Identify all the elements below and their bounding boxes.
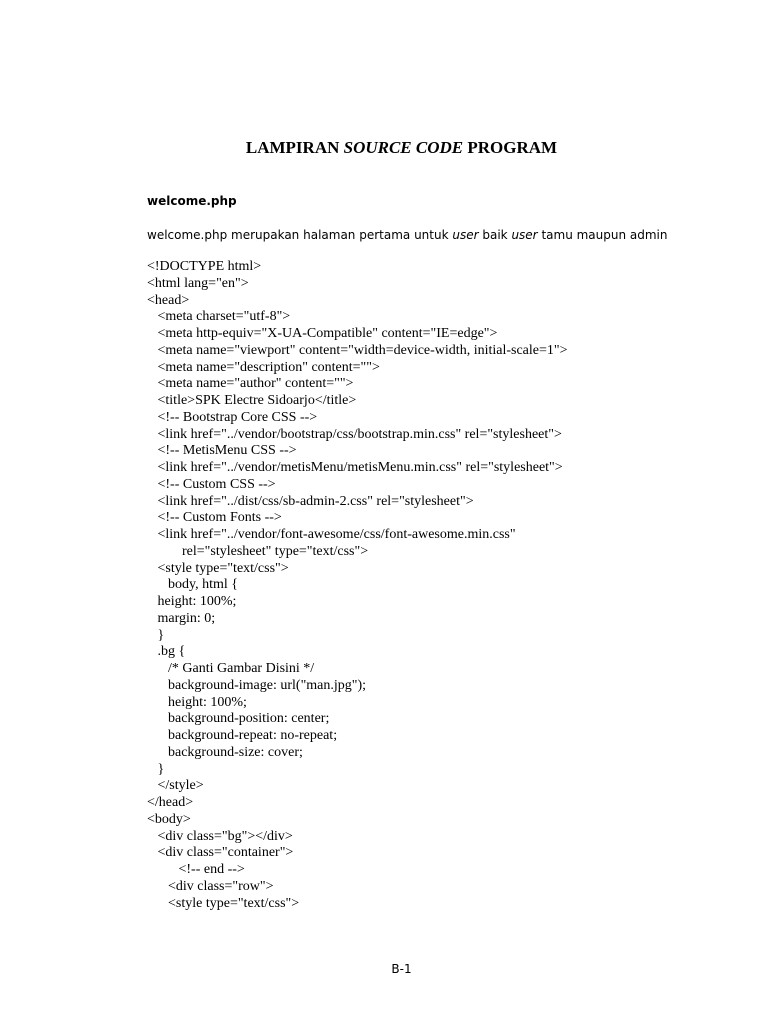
code-line: <meta charset="utf-8">	[147, 309, 291, 325]
code-line: <html lang="en">	[147, 275, 249, 291]
code-line: <style type="text/css">	[147, 560, 289, 576]
file-name-heading: welcome.php	[147, 194, 237, 208]
code-line: <body>	[147, 811, 191, 827]
code-line: background-repeat: no-repeat;	[147, 728, 338, 743]
code-line: height: 100%;	[147, 694, 247, 710]
code-line: }	[147, 761, 165, 777]
document-title-prefix: LAMPIRAN	[245, 138, 344, 157]
file-description	[147, 227, 668, 243]
source-code-block	[147, 259, 568, 912]
code-line: height: 100%;	[147, 594, 237, 609]
file-description-text-2: baik	[478, 228, 512, 242]
code-line: </head>	[147, 795, 194, 810]
code-line: .bg {	[147, 644, 186, 660]
code-line: background-image: url("man.jpg");	[147, 677, 367, 693]
page-number: B-1	[391, 962, 412, 976]
code-line: /* Ganti Gambar Disini */	[147, 661, 315, 676]
code-line: <!DOCTYPE html>	[147, 259, 262, 274]
code-line: background-position: center;	[147, 711, 330, 727]
code-line: <title>SPK Electre Sidoarjo</title>	[147, 393, 357, 408]
document-title-suffix: PROGRAM	[463, 138, 558, 157]
code-line: <div class="row">	[147, 878, 274, 894]
code-line: <link href="../vendor/font-awesome/css/font-awesome.min.css"	[147, 527, 516, 542]
code-line: <link href="../vendor/bootstrap/css/bootstrap.min.css" rel="stylesheet">	[147, 426, 562, 442]
file-description-text-3: tamu maupun admin	[537, 228, 668, 242]
code-line: margin: 0;	[147, 610, 216, 626]
code-line: }	[147, 627, 165, 643]
code-line: <style type="text/css">	[147, 895, 300, 911]
code-line: <meta name="viewport" content="width=device-width, initial-scale=1">	[147, 342, 568, 358]
code-line: <!-- MetisMenu CSS -->	[147, 443, 297, 459]
file-description-italic-1: user	[452, 228, 479, 242]
file-description-text-1: welcome.php merupakan halaman pertama untuk	[147, 228, 453, 242]
code-line: <meta http-equiv="X-UA-Compatible" content="IE=edge">	[147, 326, 498, 341]
document-title-italic: SOURCE CODE	[343, 138, 464, 157]
code-line: <div class="bg"></div>	[147, 828, 293, 844]
code-line: </style>	[147, 778, 204, 794]
code-line: rel="stylesheet" type="text/css">	[147, 543, 369, 559]
code-line: <!-- Custom Fonts -->	[147, 510, 282, 526]
code-line: body, html {	[147, 577, 238, 593]
file-description-italic-2: user	[511, 228, 538, 242]
code-line: <head>	[147, 292, 190, 308]
code-line: <!-- Bootstrap Core CSS -->	[147, 409, 318, 425]
code-line: background-size: cover;	[147, 744, 303, 760]
code-line: <link href="../dist/css/sb-admin-2.css" rel="stylesheet">	[147, 493, 474, 509]
document-title	[0, 138, 768, 158]
code-line: <meta name="author" content="">	[147, 376, 354, 392]
code-line: <!-- Custom CSS -->	[147, 476, 276, 492]
code-line: <!-- end -->	[147, 862, 245, 877]
code-line: <link href="../vendor/metisMenu/metisMenu.min.css" rel="stylesheet">	[147, 460, 563, 475]
code-line: <meta name="description" content="">	[147, 359, 380, 375]
code-line: <div class="container">	[147, 845, 294, 861]
